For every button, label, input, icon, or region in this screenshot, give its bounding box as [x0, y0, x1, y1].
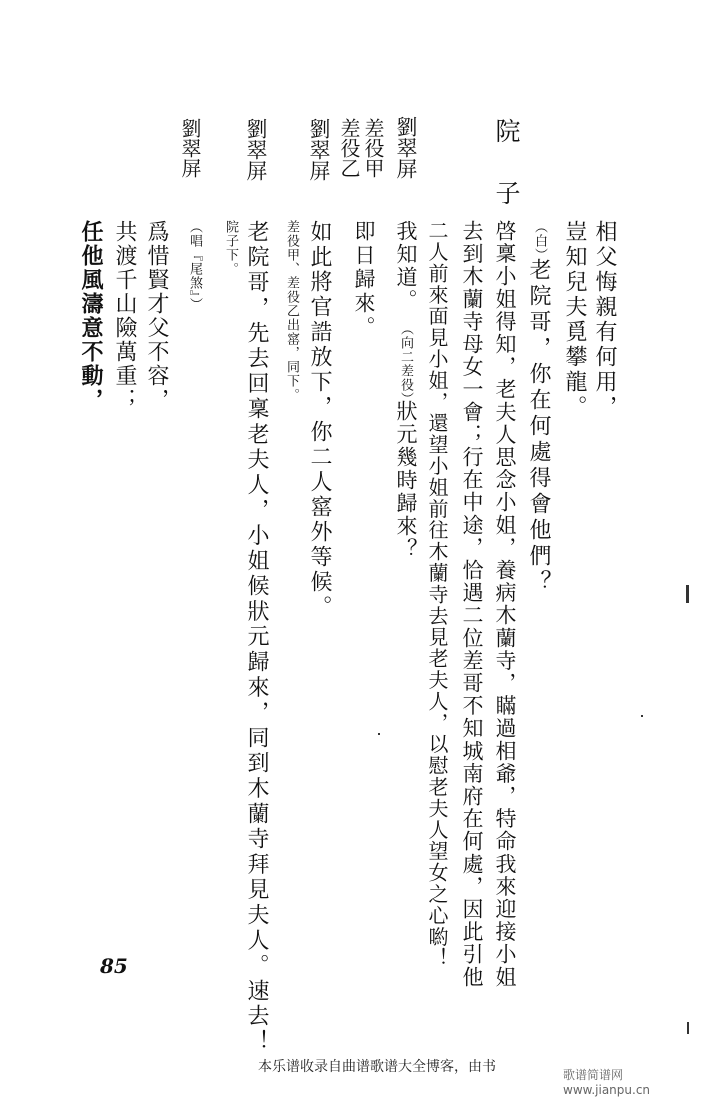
dialogue-line: 狀元幾時歸來？ — [394, 400, 418, 561]
stage-direction: （向二差役） — [398, 322, 413, 406]
verse-line: 共渡千山險萬重； — [112, 220, 137, 412]
speaker-liu-cuiping: 劉翠屏 — [307, 118, 331, 181]
verse-line: 相父悔親有何用， — [592, 220, 617, 420]
scan-mark — [687, 1022, 689, 1034]
stage-direction: （唱『尾煞』） — [187, 220, 202, 312]
dialogue-line: 啓稟小姐得知，老夫人思念小姐，養病木蘭寺，瞞過相爺，特命我來迎接小姐 — [493, 220, 517, 989]
stage-direction: 差役甲、差役乙出窰，同下。 — [284, 220, 299, 402]
dialogue-line: 老院哥，先去回稟老夫人，小姐候狀元歸來，同到木蘭寺拜見夫人。速去！ — [244, 220, 269, 1055]
speaker-liu-cuiping: 劉翠屏 — [178, 118, 202, 178]
scan-mark — [641, 715, 643, 717]
footer-note: 本乐谱收录自曲谱歌谱大全博客，由书 — [258, 1059, 496, 1075]
speaker-chaiyi-jia: 差役甲 — [361, 118, 385, 178]
dialogue-line: 即日歸來。 — [352, 220, 376, 340]
speaker-liu-cuiping: 劉翠屏 — [244, 118, 268, 181]
dialogue-line: 如此將官誥放下，你二人窰外等候。 — [307, 220, 332, 620]
page-number: 85 — [100, 954, 128, 978]
dialogue-line: 二人前來面見小姐，還望小姐前往木蘭寺去見老夫人，以慰老夫人望女之心喲！ — [425, 220, 449, 969]
dialogue-line: 去到木蘭寺母女一會；行在中途，恰遇二位差哥不知城南府在何處，因此引他 — [460, 220, 484, 989]
stage-direction: （白） — [532, 220, 547, 262]
verse-line: 任他風濤意不動， — [78, 220, 104, 412]
speaker-yuanzi: 院 子 — [492, 118, 521, 211]
dialogue-line: 老院哥，你在何處得會他們？ — [526, 258, 551, 596]
verse-line: 爲惜賢才父不容， — [144, 220, 169, 412]
dialogue-line: 我知道。 — [394, 220, 418, 312]
watermark: 歌谱简谱网 www.jianpu.cn — [563, 1068, 651, 1097]
scan-mark — [686, 585, 689, 603]
verse-line: 豈知兒夫覓攀龍。 — [562, 220, 587, 420]
scan-mark — [378, 733, 380, 735]
stage-direction: 院子下。 — [223, 220, 238, 276]
speaker-liu-cuiping: 劉翠屏 — [394, 116, 418, 179]
speaker-chaiyi-yi: 差役乙 — [337, 118, 361, 178]
